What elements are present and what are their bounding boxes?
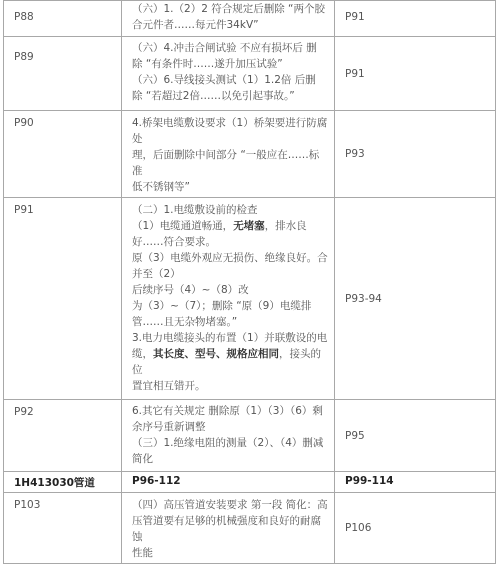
ref-page: P106 [345, 522, 372, 534]
page-cell [4, 400, 122, 472]
page-cell [4, 1, 122, 37]
content-line: 后续序号（4）~（8）改 [132, 284, 249, 296]
content-line: 4.桥架电缆敷设要求（1）桥架要进行防腐处 [132, 117, 328, 145]
table-row [4, 198, 496, 400]
page-number: P103 [14, 499, 41, 511]
content-cell [122, 400, 335, 472]
content-line: （三）1.绝缘电阻的测量（2）、（4）删减 [132, 437, 324, 449]
content-line: 除 “有条件时……遂升加压试验” [132, 58, 283, 70]
ref-cell [335, 111, 496, 198]
content-line: （二）1.电缆敷设前的检查 [132, 204, 258, 216]
section-pages: P96-112 [122, 472, 335, 493]
table-row [4, 37, 496, 111]
content-line: 原（3）电缆外观应无损伤、绝缘良好。合 [132, 252, 328, 264]
content-line: 为（3）~（7）；删除 “原（9）电缆排 [132, 300, 312, 312]
content-line: 置宜相互错开。 [132, 380, 206, 392]
page-number: P92 [14, 406, 34, 418]
content-cell [122, 37, 335, 111]
ref-page: P95 [345, 429, 365, 442]
content-line: 缆，其长度、型号、规格应相同，接头的位 [132, 348, 321, 376]
ref-cell [335, 198, 496, 400]
page-cell [4, 111, 122, 198]
content-line: （四）高压管道安装要求 第一段 简化：高 [132, 499, 328, 511]
ref-cell [335, 37, 496, 111]
revision-table [3, 0, 496, 564]
content-line: 并至（2） [132, 268, 181, 280]
content-line: 性能 [132, 547, 153, 559]
ref-cell [335, 400, 496, 472]
page-number: P88 [14, 11, 34, 23]
content-line: 好……符合要求。 [132, 236, 216, 248]
page-number: P89 [14, 51, 34, 63]
content-line: 低不锈钢等” [132, 181, 190, 193]
ref-page: P93-94 [345, 292, 382, 305]
content-line: 除 “若超过2倍……以免引起事故。” [132, 90, 295, 102]
content-cell [122, 493, 335, 564]
section-code: 1H413030管道 [4, 472, 122, 493]
page-cell [4, 198, 122, 400]
content-line: 合元件者……每元件34kV” [132, 19, 259, 31]
table-row [4, 111, 496, 198]
content-line: （六）1.（2）2 符合规定后删除 “两个胶 [132, 3, 325, 15]
ref-page: P91 [345, 11, 365, 23]
content-line: （1）电缆通道畅通，无堵塞，排水良 [132, 220, 307, 232]
content-line: 理，后面删除中间部分 “一般应在……标准 [132, 149, 320, 177]
content-line: 3.电力电缆接头的布置（1）并联敷设的电 [132, 332, 328, 344]
content-line: 压管道要有足够的机械强度和良好的耐腐蚀 [132, 515, 321, 543]
ref-page: P91 [345, 67, 365, 80]
content-cell [122, 111, 335, 198]
table-row [4, 493, 496, 564]
content-line: 简化 [132, 453, 153, 465]
section-header-row [4, 472, 496, 493]
table-row [4, 1, 496, 37]
content-cell [122, 198, 335, 400]
content-line: 管……且无杂物堵塞。” [132, 316, 238, 328]
content-line: （六）6.导线接头测试（1）1.2倍 后删 [132, 74, 316, 86]
page-number: P90 [14, 117, 34, 129]
content-line: 余序号重新调整 [132, 421, 206, 433]
content-line: （六）4.冲击合闸试验 不应有损坏后 删 [132, 42, 317, 54]
table-row [4, 400, 496, 472]
ref-page: P93 [345, 148, 365, 160]
page-number: P91 [14, 204, 34, 216]
ref-cell [335, 1, 496, 37]
ref-cell [335, 493, 496, 564]
content-line: 6.其它有关规定 删除原（1）（3）（6）剩 [132, 405, 323, 417]
page-cell [4, 493, 122, 564]
content-cell [122, 1, 335, 37]
section-ref: P99-114 [335, 472, 496, 493]
page-cell [4, 37, 122, 111]
